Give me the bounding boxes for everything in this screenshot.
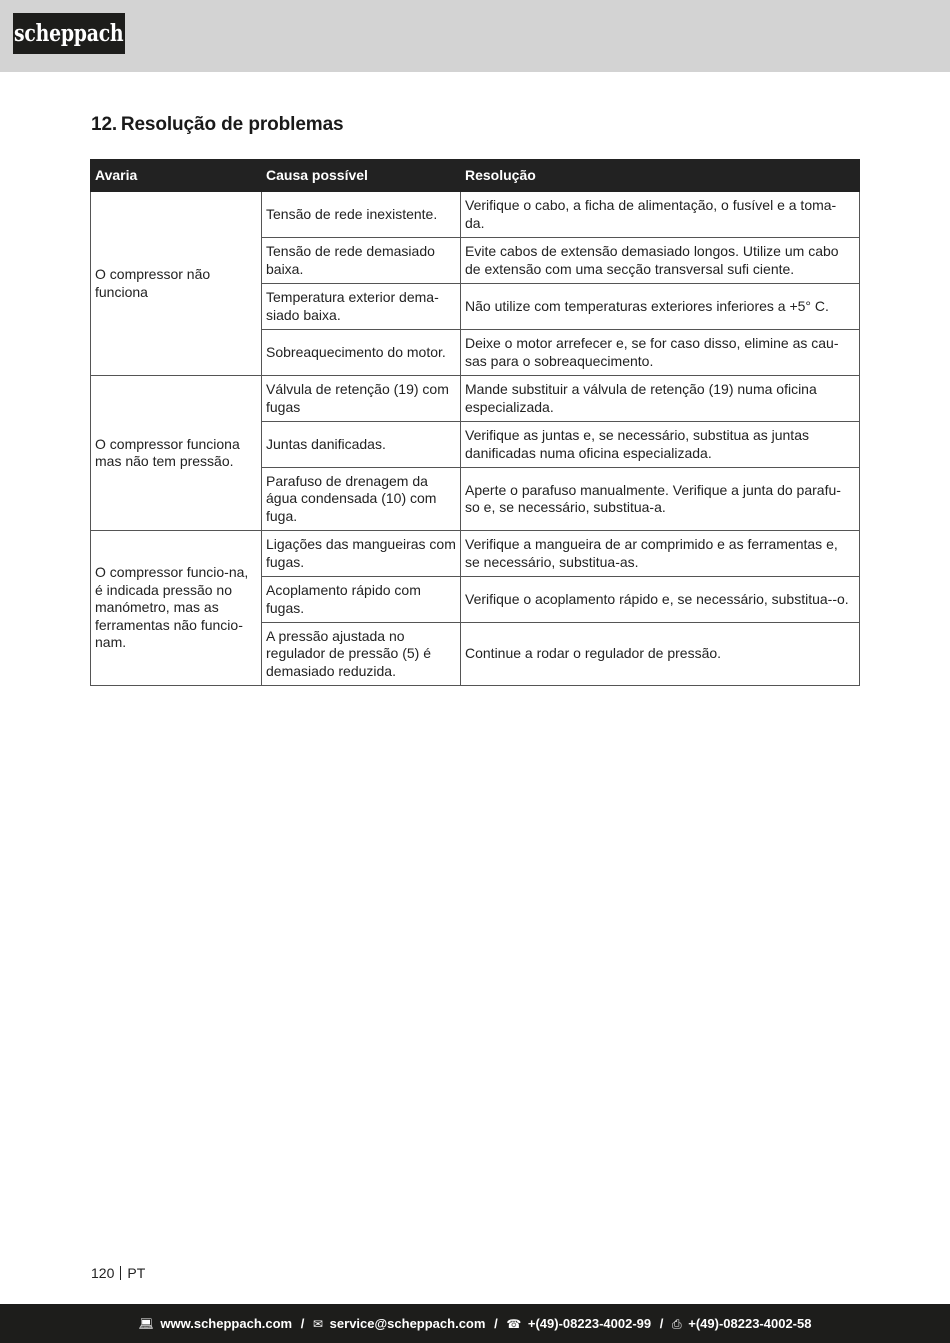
header-bar (0, 0, 950, 72)
table-header-row (91, 160, 860, 192)
page-language: PT (127, 1265, 146, 1281)
fault-cell: O compressor funciona mas não tem pressão. (91, 376, 262, 531)
computer-icon: 💻︎ (138, 1316, 154, 1331)
header-fault: Avaria (91, 160, 262, 192)
footer-separator: / (659, 1315, 664, 1331)
solution-cell: Verifique a mangueira de ar comprimido e as ferramentas e, se necessário, substitua-as. (461, 531, 860, 577)
section-title: 12. Resolução de problemas (91, 114, 344, 135)
solution-cell: Verifique as juntas e, se necessário, substitua as juntas danificadas numa oficina especializada. (461, 422, 860, 468)
fault-cell: O compressor funcio-na, é indicada pressão no manómetro, mas as ferramentas não funcio-nam. (91, 531, 262, 686)
solution-cell: Deixe o motor arrefecer e, se for caso disso, elimine as cau-sas para o sobreaquecimento. (461, 330, 860, 376)
footer-phone[interactable]: +(49)-08223-4002-99 (527, 1315, 652, 1331)
header-solution: Resolução (461, 160, 860, 192)
solution-cell: Não utilize com temperaturas exteriores inferiores a +5° C. (461, 284, 860, 330)
email-icon: ✉︎ (312, 1316, 324, 1331)
table-row (91, 376, 860, 422)
solution-cell: Evite cabos de extensão demasiado longos. Utilize um cabo de extensão com uma secção transversal sufi ciente. (461, 238, 860, 284)
cause-cell: Parafuso de drenagem da água condensada (10) com fuga. (262, 468, 461, 531)
page-number-value: 120 (91, 1265, 115, 1281)
cause-cell: Acoplamento rápido com fugas. (262, 577, 461, 623)
scheppach-logo (13, 13, 125, 54)
footer-website[interactable]: www.scheppach.com (160, 1315, 293, 1331)
phone-icon: ☎︎ (506, 1316, 522, 1331)
header-cause: Causa possível (262, 160, 461, 192)
cause-cell: Válvula de retenção (19) com fugas (262, 376, 461, 422)
footer-email[interactable]: service@scheppach.com (329, 1315, 486, 1331)
solution-cell: Mande substituir a válvula de retenção (19) numa oficina especializada. (461, 376, 860, 422)
cause-cell: Ligações das mangueiras com fugas. (262, 531, 461, 577)
cause-cell: Sobreaquecimento do motor. (262, 330, 461, 376)
footer-fax: +(49)-08223-4002-58 (688, 1315, 812, 1331)
cause-cell: Tensão de rede demasiado baixa. (262, 238, 461, 284)
footer-bar (0, 1304, 950, 1343)
fax-icon: ⎙ (672, 1316, 682, 1331)
troubleshooting-table (90, 159, 860, 686)
solution-cell: Continue a rodar o regulador de pressão. (461, 623, 860, 686)
table-row (91, 531, 860, 577)
solution-cell: Verifique o cabo, a ficha de alimentação, o fusível e a toma-da. (461, 192, 860, 238)
solution-cell: Verifique o acoplamento rápido e, se necessário, substitua--o. (461, 577, 860, 623)
logo-text: scheppach (14, 20, 124, 47)
footer-separator: / (300, 1315, 305, 1331)
fault-cell: O compressor não funciona (91, 192, 262, 376)
page-separator (120, 1266, 121, 1280)
footer-separator: / (494, 1315, 498, 1331)
solution-cell: Aperte o parafuso manualmente. Verifique a junta do parafu-so e, se necessário, substitua-a. (461, 468, 860, 531)
table-row (91, 192, 860, 238)
cause-cell: Juntas danificadas. (262, 422, 461, 468)
page-number (91, 1265, 145, 1281)
cause-cell: Tensão de rede inexistente. (262, 192, 461, 238)
cause-cell: A pressão ajustada no regulador de pressão (5) é demasiado reduzida. (262, 623, 461, 686)
cause-cell: Temperatura exterior dema-siado baixa. (262, 284, 461, 330)
